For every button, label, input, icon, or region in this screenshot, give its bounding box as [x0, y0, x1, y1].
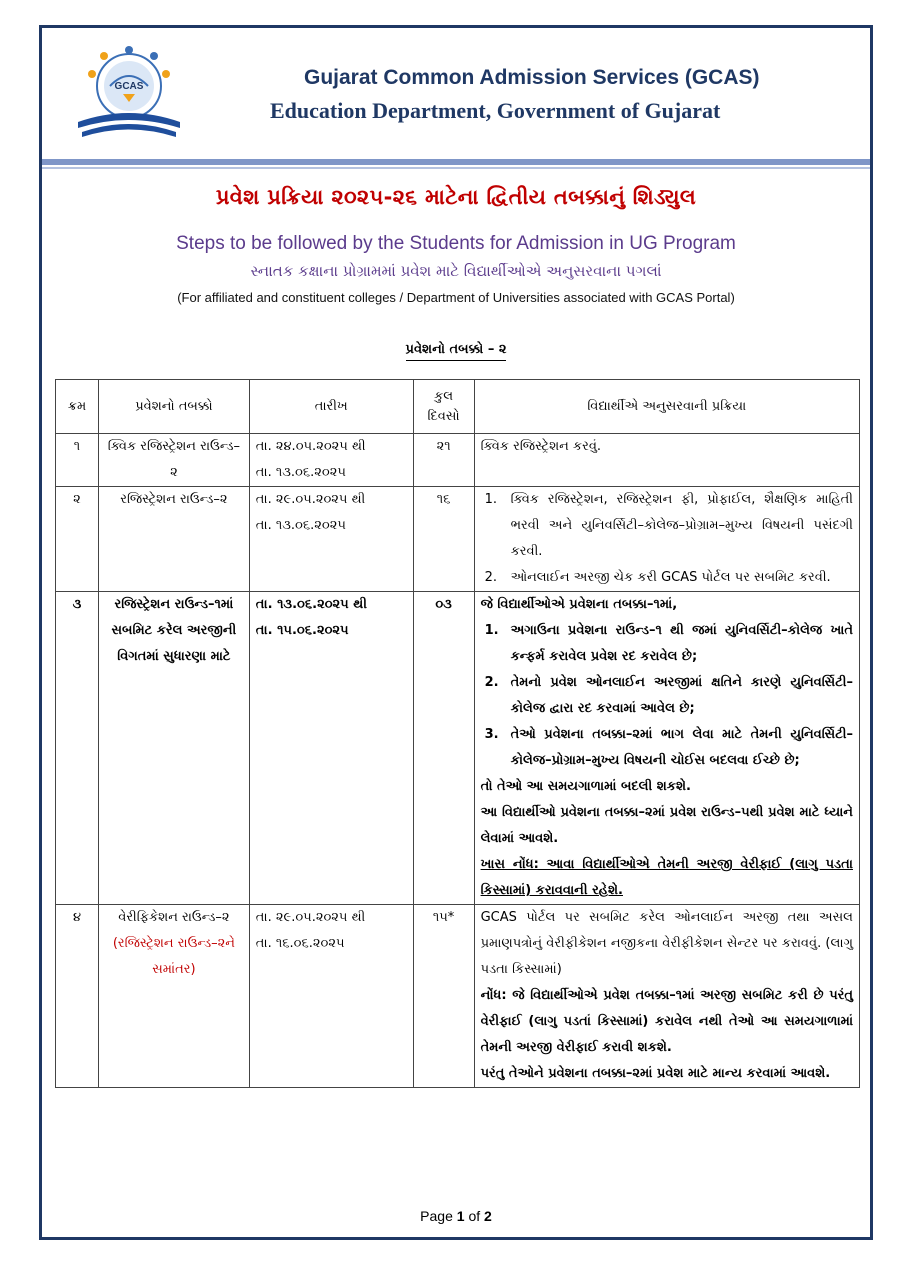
cell-no: ૪	[56, 905, 99, 1088]
item-text: તેમનો પ્રવેશ ઓનલાઈન અરજીમાં ક્ષતિને કારણે યુનિવર્સિટી–કોલેજ દ્વારા રદ કરવામાં આવેલ છે;	[510, 675, 853, 716]
list-item	[481, 487, 853, 565]
round-label-text: પ્રવેશનો તબક્કો – ૨	[406, 342, 507, 361]
org-name: Gujarat Common Admission Services (GCAS)	[304, 66, 760, 89]
cell-days: ૦૩	[413, 592, 474, 905]
cell-date	[249, 905, 413, 1088]
list-item	[481, 618, 853, 670]
cell-procedure	[474, 487, 859, 592]
cell-date	[249, 487, 413, 592]
procedure-intro: જે વિદ્યાર્થીઓએ પ્રવેશના તબક્કા–૧માં,	[480, 597, 678, 612]
list-item	[481, 670, 853, 722]
date-to: તા. ૧૬.૦૬.૨૦૨૫	[255, 936, 345, 951]
header-rule-thin	[42, 167, 870, 169]
item-number: 1.	[484, 492, 497, 507]
date-to: તા. ૧૩.૦૬.૨૦૨૫	[255, 465, 346, 480]
item-text: અગાઉના પ્રવેશના રાઉન્ડ–૧ થી જમાં યુનિવર્સિટી–કોલેજ ખાતે કન્ફર્મ કરાવેલ પ્રવેશ રદ કરાવેલ છે;	[510, 623, 853, 664]
procedure-line: આ વિદ્યાર્થીઓ પ્રવેશના તબક્કા–૨માં પ્રવેશ રાઉન્ડ–૫થી પ્રવેશ માટે ધ્યાને લેવામાં આવશે.	[480, 805, 853, 846]
round-label	[42, 342, 870, 357]
item-text: ઓનલાઈન અરજી ચેક કરી GCAS પોર્ટલ પર સબમિટ કરવી.	[510, 570, 831, 585]
list-item	[481, 722, 853, 774]
col-procedure: વિદ્યાર્થીએ અનુસરવાની પ્રક્રિયા	[474, 380, 859, 434]
list-item	[481, 565, 853, 591]
procedure-para: GCAS પોર્ટલ પર સબમિટ કરેલ ઓનલાઈન અરજી તથા અસલ પ્રમાણપત્રોનું વેરીફીકેશન નજીકના વેરીફીકેશન સેન્ટર પર કરાવવું. (લાગુ પડતા કિસ્સામાં)	[480, 910, 853, 977]
header-rule	[42, 159, 870, 165]
col-date: તારીખ	[249, 380, 413, 434]
step-list	[481, 487, 853, 591]
item-number: 2.	[484, 570, 497, 585]
logo-text: GCAS	[114, 81, 144, 92]
page-total: 2	[484, 1208, 492, 1224]
dept-name: Education Department, Government of Gujarat	[270, 98, 721, 123]
page-frame	[39, 25, 873, 1240]
cell-date	[249, 434, 413, 487]
cell-round	[98, 905, 249, 1088]
cell-procedure: ક્વિક રજિસ્ટ્રેશન કરવું.	[474, 434, 859, 487]
subtitle-en: Steps to be followed by the Students for Admission in UG Program	[176, 233, 736, 254]
page-of: of	[468, 1208, 481, 1224]
cell-procedure	[474, 592, 859, 905]
table-row	[56, 592, 860, 905]
round-name: વેરીફિકેશન રાઉન્ડ–૨	[118, 910, 230, 925]
date-to: તા. ૧૫.૦૬.૨૦૨૫	[255, 623, 349, 638]
col-round: પ્રવેશનો તબક્કો	[98, 380, 249, 434]
item-number: 3.	[484, 727, 499, 742]
table-header-row	[56, 380, 860, 434]
cell-round: રજિસ્ટ્રેશન રાઉન્ડ–૨	[98, 487, 249, 592]
cell-no: ૧	[56, 434, 99, 487]
cell-days: ૨૧	[413, 434, 474, 487]
item-text: તેઓ પ્રવેશના તબક્કા–૨માં ભાગ લેવા માટે તેમની યુનિવર્સિટી–કોલેજ–પ્રોગ્રામ–મુખ્ય વિષયની ચોઈસ બદલવા ઈચ્છે છે;	[510, 727, 853, 768]
item-number: 1.	[484, 623, 499, 638]
scope-note: (For affiliated and constituent colleges / Department of Universities associated with GCAS Portal)	[177, 290, 735, 305]
date-from: તા. ૨૪.૦૫.૨૦૨૫ થી	[255, 439, 366, 454]
round-parallel-note: (રજિસ્ટ્રેશન રાઉન્ડ–૨ને સમાંતર)	[112, 936, 235, 977]
item-number: 2.	[484, 675, 499, 690]
page-number	[42, 1208, 870, 1224]
col-days: કુલ દિવસો	[413, 380, 474, 434]
item-text: ક્વિક રજિસ્ટ્રેશન, રજિસ્ટ્રેશન ફી, પ્રોફાઈલ, શૈક્ષણિક માહિતી ભરવી અને યુનિવર્સિટી–કોલેજ–પ્રોગ્રામ–મુખ્ય વિષયની પસંદગી કરવી.	[510, 492, 853, 559]
col-no: ક્રમ	[56, 380, 99, 434]
date-from: તા. ૨૯.૦૫.૨૦૨૫ થી	[255, 910, 366, 925]
cell-round: ક્વિક રજિસ્ટ્રેશન રાઉન્ડ–૨	[98, 434, 249, 487]
cell-no: ૩	[56, 592, 99, 905]
cell-days: ૧૬	[413, 487, 474, 592]
procedure-line: તો તેઓ આ સમયગાળામાં બદલી શકશે.	[480, 779, 691, 794]
cell-days: ૧૫*	[413, 905, 474, 1088]
page-current: 1	[456, 1208, 465, 1224]
date-from: તા. ૨૯.૦૫.૨૦૨૫ થી	[255, 492, 366, 507]
cell-no: ૨	[56, 487, 99, 592]
cell-date	[249, 592, 413, 905]
page-title: પ્રવેશ પ્રક્રિયા ૨૦૨૫-૨૬ માટેના દ્વિતીય તબક્કાનું શિડ્યુલ	[215, 185, 697, 209]
cell-round: રજિસ્ટ્રેશન રાઉન્ડ–૧માં સબમિટ કરેલ અરજીની વિગતમાં સુધારણા માટે	[98, 592, 249, 905]
table-row	[56, 905, 860, 1088]
table-row	[56, 434, 860, 487]
table-row	[56, 487, 860, 592]
date-to: તા. ૧૩.૦૬.૨૦૨૫	[255, 518, 346, 533]
date-from: તા. ૧૩.૦૬.૨૦૨૫ થી	[255, 597, 367, 612]
cell-procedure	[474, 905, 859, 1088]
procedure-note: નોંધ: જે વિદ્યાર્થીઓએ પ્રવેશ તબક્કા–૧માં અરજી સબમિટ કરી છે પરંતુ વેરીફાઈ (લાગુ પડતાં કિસ્સામાં) કરાવેલ નથી તેઓ આ સમયગાળામાં તેમની અરજી વેરીફાઈ કરાવી શકશે.	[480, 988, 853, 1055]
procedure-para: પરંતુ તેઓને પ્રવેશના તબક્કા–૨માં પ્રવેશ માટે માન્ય કરવામાં આવશે.	[480, 1066, 831, 1081]
subtitle-gu: સ્નાતક કક્ષાના પ્રોગ્રામમાં પ્રવેશ માટે વિદ્યાર્થીઓએ અનુસરવાના પગલાં	[250, 262, 662, 280]
page-prefix: Page	[420, 1208, 453, 1224]
special-note: ખાસ નોંધ: આવા વિદ્યાર્થીઓએ તેમની અરજી વેરીફાઈ (લાગુ પડતા કિસ્સામાં) કરાવવાની રહેશે.	[480, 857, 853, 898]
header	[42, 28, 870, 162]
schedule-table	[55, 379, 860, 1088]
gcas-logo-icon	[70, 42, 188, 146]
step-list	[481, 618, 853, 774]
